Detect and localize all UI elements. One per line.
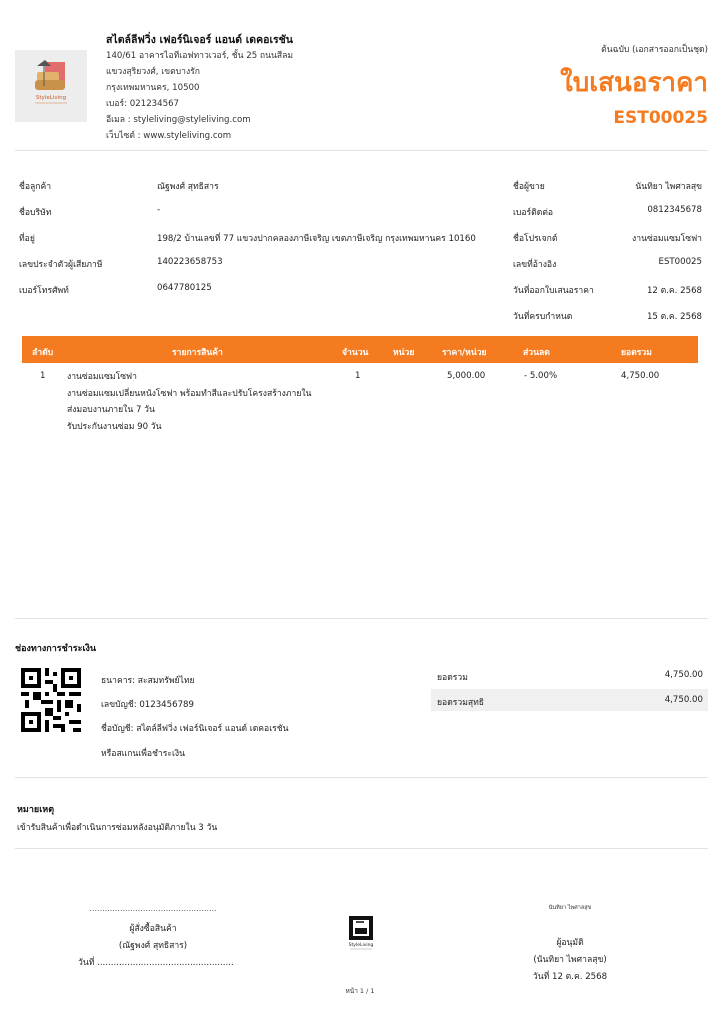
net-total-row [431,689,708,711]
payment-bank: ธนาคาร: สะสมทรัพย์ไทย [101,676,195,686]
customer-company-label: ชื่อบริษัท [19,208,52,218]
row-item-desc1: งานซ่อมแซมเปลี่ยนหนังโซฟา พร้อมทำสีและปรับโครงสร้างภายใน [67,388,312,399]
customer-phone: 0647780125 [157,283,212,293]
row-no: 1 [40,371,46,381]
customer-phone-label: เบอร์โทรศัพท์ [19,286,69,296]
customer-tax-id-label: เลขประจำตัวผู้เสียภาษี [19,260,103,270]
qr-code-icon [21,668,81,732]
buyer-date: วันที่ .................................................. [78,958,234,968]
company-phone: เบอร์: 021234567 [106,99,180,109]
notes-bottom-divider [15,848,708,849]
col-header-discount: ส่วนลด [523,348,550,358]
header-divider [15,150,708,151]
payment-account-no: เลขบัญชี: 0123456789 [101,700,194,710]
payment-bottom-divider [15,777,708,778]
approver-signature: นันทิยา ไพศาลสุข [548,905,592,911]
company-email: อีเมล : styleliving@styleliving.com [106,115,251,125]
company-address-line3: กรุงเทพมหานคร, 10500 [106,83,200,93]
document-title: ใบเสนอราคา [560,68,708,98]
customer-address: 198/2 บ้านเลขที่ 77 แขวงปากคลองภาษีเจริญ เขตภาษีเจริญ กรุงเทพมหานคร 10160 [157,234,476,244]
due-date: 15 ต.ค. 2568 [646,312,702,322]
net-total-value: 4,750.00 [664,695,703,705]
sofa-logo-icon [15,50,87,122]
net-total-label: ยอดรวมสุทธิ [437,698,485,708]
buyer-label: ผู้สั่งซื้อสินค้า [129,924,177,934]
seller-name-label: ชื่อผู้ขาย [513,182,545,192]
copy-note: ต้นฉบับ (เอกสารออกเป็นชุด) [601,45,708,55]
notes-title: หมายเหตุ [17,805,55,815]
company-address-block [106,48,293,144]
company-logo [15,50,87,122]
col-header-no: ลำดับ [32,348,54,358]
col-header-total: ยอดรวม [621,348,652,358]
subtotal-value: 4,750.00 [664,670,703,680]
issue-date: 12 ต.ค. 2568 [646,286,702,296]
svg-text:StyleLiving: StyleLiving [348,943,374,948]
company-website: เว็บไซต์ : www.styleliving.com [106,131,232,141]
col-header-unit: หน่วย [393,348,415,358]
seller-contact-label: เบอร์ติดต่อ [513,208,554,218]
approver-date: วันที่ 12 ต.ค. 2568 [532,972,608,982]
buyer-signature-line: .................................................. [89,904,217,913]
approver-name: (นันทิยา ไพศาลสุข) [533,955,607,965]
row-discount: - 5.00% [524,371,558,381]
company-name: สไตล์ลีฟวิ่ง เฟอร์นิเจอร์ แอนด์ เดคอเรชัน [106,34,293,46]
customer-address-label: ที่อยู่ [19,234,35,244]
col-header-price: ราคา/หน่วย [442,348,487,358]
seller-name: นันทิยา ไพศาลสุข [635,182,702,192]
notes-text: เข้ารับสินค้าเพื่อดำเนินการซ่อมหลังอนุมัติภายใน 3 วัน [17,823,218,833]
buyer-name: (ณัฐพงศ์ สุทธิสาร) [118,941,188,951]
project-label: ชื่อโปรเจกต์ [513,234,558,244]
customer-name: ณัฐพงศ์ สุทธิสาร [157,182,219,192]
row-total: 4,750.00 [621,371,660,381]
project-name: งานซ่อมแซมโซฟา [632,234,702,244]
reference-number: EST00025 [658,257,702,267]
row-item-desc2: ส่งมอบงานภายใน 7 วัน [67,405,155,415]
issue-date-label: วันที่ออกใบเสนอราคา [513,286,594,296]
customer-company: - [157,205,161,215]
approver-label: ผู้อนุมัติ [556,938,584,948]
company-address-line2: แขวงสุริยวงศ์, เขตบางรัก [106,67,200,77]
document-number: EST00025 [613,108,708,128]
due-date-label: วันที่ครบกำหนด [513,312,573,322]
row-price: 5,000.00 [447,371,486,381]
company-stamp [344,914,378,952]
reference-label: เลขที่อ้างอิง [513,260,557,270]
col-header-item: รายการสินค้า [172,348,223,358]
customer-tax-id: 140223658753 [157,257,223,267]
stamp-logo-icon [344,914,378,952]
row-item-description [67,369,311,435]
subtotal-label: ยอดรวม [437,673,468,683]
company-address-line1: 140/61 อาคารไอทีเอฟทาวเวอร์, ชั้น 25 ถนนสีลม [106,51,294,61]
page-number: หน้า 1 / 1 [345,987,375,995]
customer-name-label: ชื่อลูกค้า [19,182,52,192]
payment-scan-note: หรือสแกนเพื่อชำระเงิน [101,749,185,759]
row-qty: 1 [355,371,361,381]
row-item-desc3: รับประกันงานซ่อม 90 วัน [67,421,162,432]
col-header-qty: จำนวน [342,348,369,358]
row-item-title: งานซ่อมแซมโซฟา [67,372,137,382]
payment-section-title: ช่องทางการชำระเงิน [15,644,97,654]
seller-contact: 0812345678 [647,205,702,215]
table-bottom-divider [15,618,708,619]
svg-text:StyleLiving: StyleLiving [35,95,67,101]
payment-account-name: ชื่อบัญชี: สไตล์ลีฟวิ่ง เฟอร์นิเจอร์ แอนด์ เดคอเรชัน [101,724,289,734]
subtotal-row [431,664,708,686]
